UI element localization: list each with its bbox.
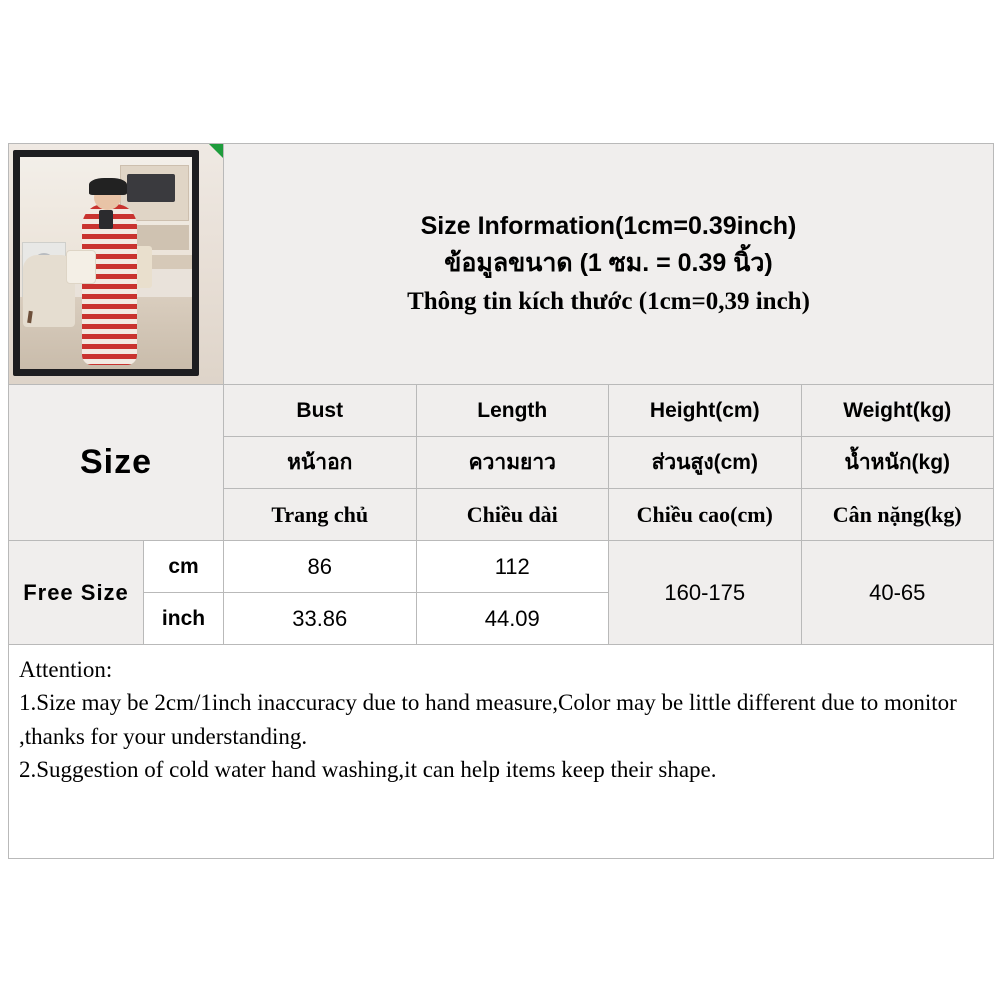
header-weight-th: น้ำหนัก(kg): [802, 437, 994, 488]
unit-inch: inch: [144, 593, 223, 644]
header-height-th: ส่วนสูง(cm): [609, 437, 802, 488]
header-bust-th: หน้าอก: [224, 437, 417, 488]
header-length-th: ความยาว: [417, 437, 610, 488]
size-chart-table: [8, 143, 994, 859]
model-phone: [99, 210, 113, 229]
microwave: [127, 174, 175, 202]
height-range: 160-175: [609, 541, 802, 644]
corner-flag-icon: [209, 144, 223, 158]
unit-column: [144, 541, 224, 644]
chair-leg: [27, 311, 33, 323]
attention-notes: [9, 645, 993, 858]
header-columns: [224, 385, 993, 540]
unit-cm: cm: [144, 541, 223, 593]
mirror-frame: [13, 150, 199, 376]
bust-cm: 86: [224, 541, 416, 593]
attention-line-1: 1.Size may be 2cm/1inch inaccuracy due to hand measure,Color may be little different due to monitor ,thanks for your understanding.: [19, 690, 957, 749]
header-height-en: Height(cm): [609, 385, 802, 436]
header-bust-vi: Trang chủ: [224, 489, 417, 540]
row-label-free-size: Free Size: [9, 541, 144, 644]
header-weight-vi: Cân nặng(kg): [802, 489, 994, 540]
weight-range: 40-65: [802, 541, 994, 644]
title-thai: ข้อมูลขนาด (1 ซม. = 0.39 นิ้ว): [444, 249, 773, 278]
shoulder-bag: [66, 250, 95, 284]
model-hat: [89, 178, 127, 195]
column-headers: [9, 385, 993, 541]
length-column: [417, 541, 610, 644]
header-bust-en: Bust: [224, 385, 417, 436]
chart-header-row: [9, 144, 993, 385]
product-photo: [9, 144, 223, 384]
product-photo-cell: [9, 144, 224, 384]
bust-inch: 33.86: [224, 593, 416, 644]
header-weight-en: Weight(kg): [802, 385, 994, 436]
table-row: [9, 541, 993, 645]
header-line-vietnamese: [224, 489, 993, 540]
header-length-en: Length: [417, 385, 610, 436]
header-line-english: [224, 385, 993, 437]
attention-heading: Attention:: [19, 657, 113, 682]
header-height-vi: Chiều cao(cm): [609, 489, 802, 540]
header-line-thai: [224, 437, 993, 489]
title-cell: [224, 144, 993, 384]
header-length-vi: Chiều dài: [417, 489, 610, 540]
length-cm: 112: [417, 541, 609, 593]
title-english: Size Information(1cm=0.39inch): [420, 212, 797, 241]
length-inch: 44.09: [417, 593, 609, 644]
attention-line-2: 2.Suggestion of cold water hand washing,it can help items keep their shape.: [19, 757, 717, 783]
bust-column: [224, 541, 417, 644]
size-header-label: Size: [9, 385, 224, 540]
title-vietnamese: Thông tin kích thước (1cm=0,39 inch): [407, 287, 810, 315]
